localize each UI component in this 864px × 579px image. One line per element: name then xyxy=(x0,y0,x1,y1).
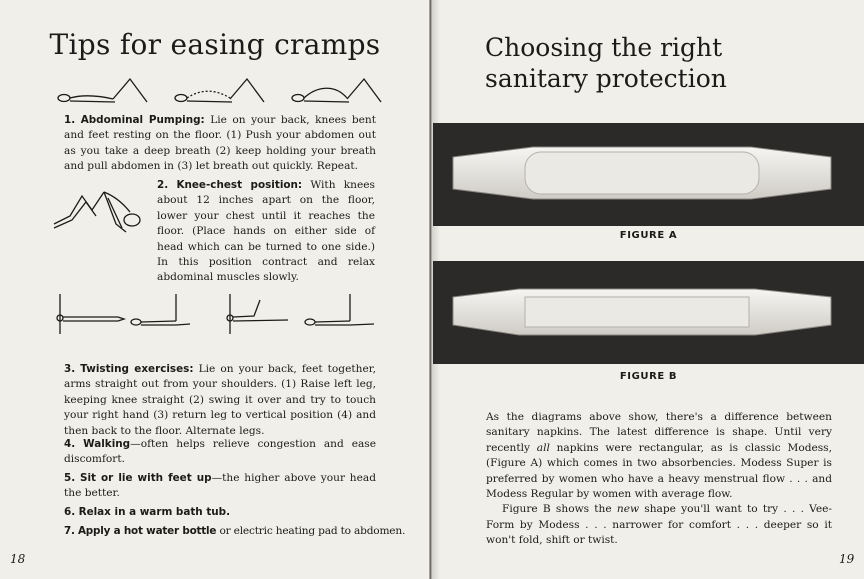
tip-number: 3. xyxy=(64,363,76,375)
twisting-exercise-figures xyxy=(40,290,380,338)
tip-heading: Knee-chest position: xyxy=(176,179,303,191)
tip-feet-up xyxy=(64,471,376,502)
tip-text: or electric heating pad to abdomen. xyxy=(219,525,406,537)
pumping-figure-1 xyxy=(58,79,147,102)
tip-text: With knees about 12 inches apart on the floor, lower your chest until it reaches the floor. (Place hands on either side of head which can be turned to one side.) In this position contract and relax abdominal muscles slowly. xyxy=(157,179,375,284)
twist-figure-2 xyxy=(131,294,190,325)
right-page-title xyxy=(485,32,727,94)
tip-walking xyxy=(64,437,376,468)
para1-part-b: napkins were rectangular, as is classic Modess, (Figure A) which comes in two absorbencies. Modess Super is preferred by women who have a heavy menstrual flow . . . and Modess Regular by women with average flow. xyxy=(486,441,832,501)
tip-hot-water-bottle xyxy=(64,524,406,539)
tip-heading: Abdominal Pumping: xyxy=(80,114,205,126)
tip-heading: Walking xyxy=(83,438,131,450)
twist-figure-1 xyxy=(57,294,124,334)
napkin-vee-form-image xyxy=(433,261,864,364)
tip-text: —the higher above your head the better. xyxy=(64,472,376,500)
page-number-left: 18 xyxy=(10,552,26,566)
tip-number: 2. xyxy=(157,179,169,191)
tip-number: 5. xyxy=(64,472,76,484)
title-line-1: Choosing the right xyxy=(485,33,723,62)
tip-knee-chest xyxy=(157,178,375,286)
tip-heading: Sit or lie with feet up xyxy=(79,472,212,484)
paragraph-2 xyxy=(486,502,832,548)
tip-number: 7. xyxy=(64,525,75,537)
tip-abdominal-pumping xyxy=(64,113,376,175)
tip-twisting xyxy=(64,362,376,439)
title-line-2: sanitary protection xyxy=(485,64,727,93)
para1-part-a: As the diagrams above show, there's a difference between sanitary napkins. The latest difference is shape. Until very recently xyxy=(486,411,832,454)
tip-number: 6. xyxy=(64,506,76,518)
page-number-right: 19 xyxy=(839,552,855,566)
figure-a-label: FIGURE A xyxy=(619,230,678,241)
tip-text: —often helps relieve congestion and ease discomfort. xyxy=(64,438,376,466)
figure-b-label: FIGURE B xyxy=(619,371,678,382)
tip-number: 1. xyxy=(64,114,76,126)
abdominal-pumping-figures xyxy=(55,74,385,108)
pumping-figure-2 xyxy=(175,79,264,102)
body-text xyxy=(486,410,832,549)
tip-warm-bath xyxy=(64,505,376,520)
tip-heading: Twisting exercises: xyxy=(80,363,194,375)
para2-part-a: Figure B shows the xyxy=(502,503,617,516)
tip-heading: Relax in a warm bath tub. xyxy=(78,506,231,518)
paragraph-1 xyxy=(486,410,832,502)
left-page xyxy=(0,0,430,579)
tip-text: Lie on your back, knees bent and feet resting on the floor. (1) Push your abdomen out as you take a deep breath (2) keep holding your breath and pull abdomen in (3) let breath out quickly. Repeat. xyxy=(64,114,376,173)
knee-chest-figure xyxy=(52,186,148,238)
para2-italic: new xyxy=(616,503,640,516)
right-page xyxy=(433,0,864,579)
tip-heading: Apply a hot water bottle xyxy=(77,525,217,537)
figure-b-band xyxy=(433,261,864,364)
left-page-title: Tips for easing cramps xyxy=(49,28,381,61)
pumping-figure-3 xyxy=(292,79,381,102)
tip-number: 4. xyxy=(64,438,76,450)
para2-part-b: shape you'll want to try . . . Vee-Form by Modess . . . narrower for comfort . . . deeper so it won't fold, shift or twist. xyxy=(486,503,832,547)
figure-a-band xyxy=(433,123,864,226)
napkin-rectangular-image xyxy=(433,123,864,226)
tip-text: Lie on your back, feet together, arms straight out from your shoulders. (1) Raise left leg, keeping knee straight (2) swing it over and try to touch your right hand (3) return leg to vertical position (4) and then back to the floor. Alternate legs. xyxy=(64,363,376,437)
para1-italic: all xyxy=(536,441,550,454)
twist-figure-3 xyxy=(227,294,288,334)
twist-figure-4 xyxy=(305,294,374,325)
